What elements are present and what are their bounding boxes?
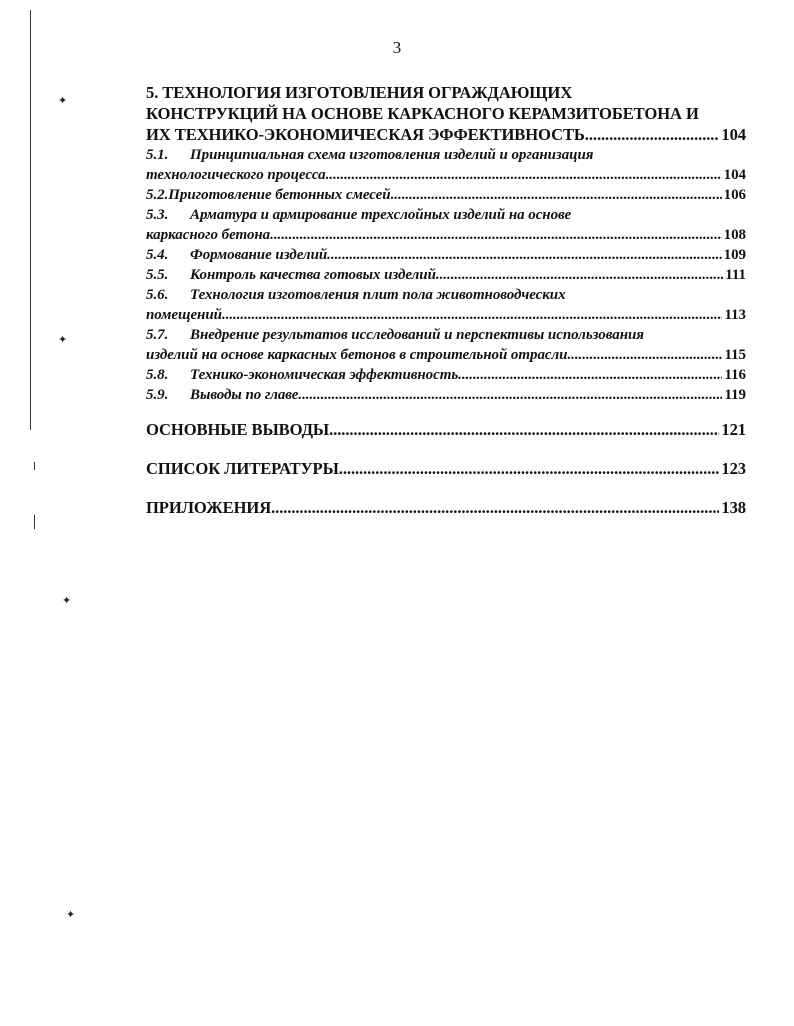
- toc-title-text: Формование изделий: [190, 247, 328, 263]
- toc-page: 106: [723, 187, 746, 203]
- leader-dots: [270, 225, 722, 245]
- toc-section-5-9: [146, 385, 746, 405]
- toc-appendices: [146, 497, 746, 518]
- toc-title: [146, 245, 327, 265]
- toc-num: 5.7.: [146, 327, 169, 343]
- toc-page: 121: [721, 420, 746, 439]
- toc-line: [146, 225, 746, 245]
- toc-section-5-8: [146, 365, 746, 385]
- leader-dots: [391, 185, 722, 205]
- toc-title: СПИСОК ЛИТЕРАТУРЫ: [146, 459, 339, 478]
- leader-dots: [327, 245, 721, 265]
- scan-edge-line: [30, 10, 31, 430]
- toc-num: 5.6.: [146, 287, 169, 303]
- toc-title-text: Контроль качества готовых изделий: [190, 267, 436, 283]
- spacer: [146, 405, 746, 419]
- spacer: [146, 440, 746, 458]
- toc-title: [146, 385, 298, 405]
- toc-line: КОНСТРУКЦИЙ НА ОСНОВЕ КАРКАСНОГО КЕРАМЗИТОБЕТОНА И: [146, 104, 699, 123]
- toc-line: [146, 145, 746, 165]
- toc-title: технологического процесса: [146, 167, 326, 183]
- scan-speck: ✦: [58, 95, 68, 107]
- table-of-contents: [146, 82, 746, 518]
- toc-section-5-1: [146, 145, 746, 185]
- toc-title-text: Технико-экономическая эффективность: [190, 367, 459, 383]
- toc-title: ИХ ТЕХНИКО-ЭКОНОМИЧЕСКАЯ ЭФФЕКТИВНОСТЬ: [146, 125, 585, 144]
- toc-page: 115: [724, 347, 746, 363]
- toc-num: 5.1.: [146, 147, 169, 163]
- leader-dots: [436, 265, 723, 285]
- page-number: 3: [392, 38, 402, 57]
- toc-chapter-5: [146, 82, 746, 145]
- scan-speck: ✦: [58, 334, 68, 346]
- toc-num: 5.9.: [146, 387, 169, 403]
- toc-section-5-2: [146, 185, 746, 205]
- toc-num: 5.5.: [146, 267, 169, 283]
- toc-page: 109: [723, 247, 746, 263]
- toc-page: 138: [721, 498, 746, 517]
- scan-speck: ✦: [62, 595, 72, 607]
- toc-title-text: Выводы по главе: [190, 387, 299, 403]
- toc-num: 5.3.: [146, 207, 169, 223]
- toc-section-5-4: [146, 245, 746, 265]
- toc-title: 5.2.Приготовление бетонных смесей: [146, 187, 391, 203]
- leader-dots: [326, 165, 722, 185]
- toc-title: [146, 365, 458, 385]
- toc-line: [146, 285, 746, 305]
- toc-title: Арматура и армирование трехслойных изделий на основе: [190, 207, 572, 223]
- leader-dots: [271, 497, 719, 518]
- toc-title: Внедрение результатов исследований и перспективы использования: [190, 327, 644, 343]
- leader-dots: [298, 385, 722, 405]
- leader-dots: [585, 124, 720, 145]
- toc-line: [146, 345, 746, 365]
- toc-num: 5.8.: [146, 367, 169, 383]
- leader-dots: [567, 345, 722, 365]
- toc-section-5-5: [146, 265, 746, 285]
- toc-page: 111: [725, 267, 746, 283]
- scan-speck: ✦: [66, 909, 76, 921]
- leader-dots: [339, 458, 720, 479]
- toc-section-5-6: [146, 285, 746, 325]
- toc-title: изделий на основе каркасных бетонов в строительной отрасли: [146, 347, 568, 363]
- toc-page: 104: [723, 167, 746, 183]
- toc-line: [146, 205, 746, 225]
- toc-line: 5. ТЕХНОЛОГИЯ ИЗГОТОВЛЕНИЯ ОГРАЖДАЮЩИХ: [146, 83, 573, 102]
- toc-page: 113: [724, 307, 746, 323]
- toc-title: Технология изготовления плит пола животноводческих: [190, 287, 566, 303]
- toc-conclusions: [146, 419, 746, 440]
- scan-edge-tick: [34, 462, 35, 470]
- toc-title: [146, 265, 436, 285]
- toc-page: 116: [724, 367, 746, 383]
- toc-section-5-7: [146, 325, 746, 365]
- toc-line: [146, 325, 746, 345]
- toc-page: 123: [721, 459, 746, 478]
- toc-line: [146, 124, 746, 145]
- spacer: [146, 479, 746, 497]
- toc-references: [146, 458, 746, 479]
- toc-title: каркасного бетона: [146, 227, 271, 243]
- toc-num: 5.4.: [146, 247, 169, 263]
- toc-line: [146, 165, 746, 185]
- leader-dots: [458, 365, 722, 385]
- leader-dots: [222, 305, 723, 325]
- scan-edge-line-lower: [34, 515, 35, 529]
- toc-line: [146, 305, 746, 325]
- toc-page: 108: [723, 227, 746, 243]
- toc-section-5-3: [146, 205, 746, 245]
- toc-page: 119: [724, 387, 746, 403]
- toc-page: 104: [721, 125, 746, 144]
- toc-title: ОСНОВНЫЕ ВЫВОДЫ: [146, 420, 330, 439]
- toc-title: ПРИЛОЖЕНИЯ: [146, 498, 272, 517]
- leader-dots: [329, 419, 719, 440]
- toc-title: Принципиальная схема изготовления изделий и организация: [190, 147, 594, 163]
- toc-title: помещений: [146, 307, 222, 323]
